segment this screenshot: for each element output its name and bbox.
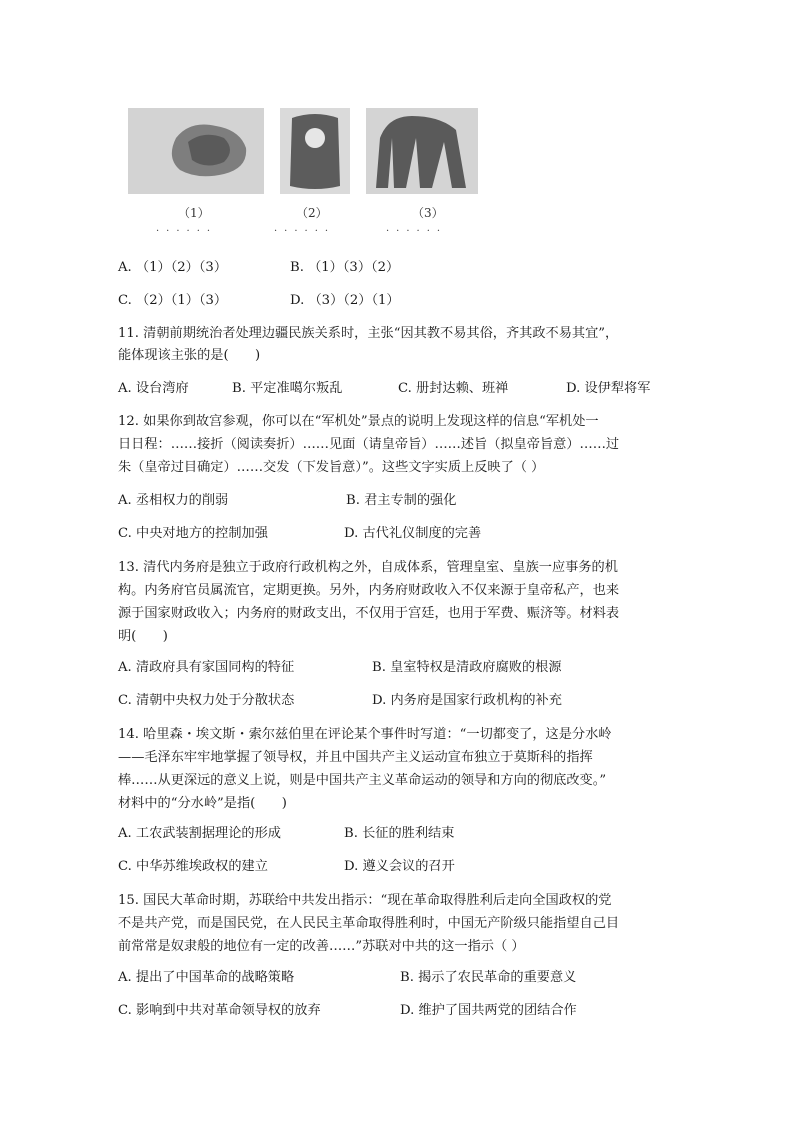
q10-option-a: A. （1）（2）（3） <box>118 260 228 275</box>
q12-option-a: A. 丞相权力的削弱 <box>118 493 229 508</box>
q11-stem-line: 11. 清朝前期统治者处理边疆民族关系时，主张“因其教不易其俗，齐其政不易其宜”， <box>118 326 619 341</box>
q15-stem-line: 前常常是奴隶般的地位有一定的改善……”苏联对中共的这一指示（ ） <box>118 939 525 954</box>
q11-option-a: A. 设台湾府 <box>118 381 189 396</box>
q13-stem-line: 明( ) <box>118 629 168 644</box>
q14-stem-line: 棒……从更深远的意义上说，则是中国共产主义革命运动的领导和方向的彻底改变。” <box>118 773 607 788</box>
q11-stem-line: 能体现该主张的是( ) <box>118 348 261 363</box>
figure-1-image <box>128 108 264 194</box>
emphasis-dots: ······ <box>274 226 336 237</box>
figure-2-caption: （2） <box>296 206 328 220</box>
q13-option-c: C. 清朝中央权力处于分散状态 <box>118 693 295 708</box>
figure-1-caption: （1） <box>178 206 210 220</box>
figure-3-image <box>366 108 478 194</box>
q15-stem-line: 15. 国民大革命时期，苏联给中共发出指示：“现在革命取得胜利后走向全国政权的党 <box>118 893 612 908</box>
q10-option-c: C. （2）（1）（3） <box>118 293 228 308</box>
q14-option-a: A. 工农武装割据理论的形成 <box>118 826 281 841</box>
q14-option-c: C. 中华苏维埃政权的建立 <box>118 859 268 874</box>
q13-option-b: B. 皇室特权是清政府腐败的根源 <box>372 660 562 675</box>
q12-stem-line: 朱（皇帝过目确定）……交发（下发旨意）”。这些文字实质上反映了（ ） <box>118 460 545 475</box>
q14-option-b: B. 长征的胜利结束 <box>344 826 455 841</box>
q15-stem-line: 不是共产党，而是国民党，在人民民主革命取得胜利时，中国无产阶级只能指望自己目 <box>118 916 620 931</box>
emphasis-dots: ······ <box>156 226 218 237</box>
q10-option-b: B. （1）（3）（2） <box>290 260 400 275</box>
figure-2-image <box>280 108 350 194</box>
q11-option-c: C. 册封达赖、班禅 <box>398 381 509 396</box>
figure-3-caption: （3） <box>412 206 444 220</box>
artifact-figures <box>128 108 478 238</box>
q15-option-c: C. 影响到中共对革命领导权的放弃 <box>118 1003 321 1018</box>
q13-stem-line: 源于国家财政收入；内务府的财政支出，不仅用于宫廷，也用于军费、赈济等。材料表 <box>118 606 620 621</box>
emphasis-dots: ······ <box>386 226 448 237</box>
q13-stem-line: 构。内务府官员属流官，定期更换。另外，内务府财政收入不仅来源于皇帝私产，也来 <box>118 583 620 598</box>
q14-option-d: D. 遵义会议的召开 <box>344 859 455 874</box>
q15-option-b: B. 揭示了农民革命的重要意义 <box>400 970 577 985</box>
q14-stem-line: 材料中的“分水岭”是指( ) <box>118 796 287 811</box>
q14-stem-line: ——毛泽东牢牢地掌握了领导权，并且中国共产主义运动宣布独立于莫斯科的指挥 <box>118 750 593 765</box>
q13-option-d: D. 内务府是国家行政机构的补充 <box>372 693 562 708</box>
q12-stem-line: 12. 如果你到故宫参观，你可以在“军机处”景点的说明上发现这样的信息“军机处一 <box>118 414 599 429</box>
q13-option-a: A. 清政府具有家国同构的特征 <box>118 660 295 675</box>
q11-option-b: B. 平定准噶尔叛乱 <box>232 381 343 396</box>
q15-option-d: D. 维护了国共两党的团结合作 <box>400 1003 577 1018</box>
q12-stem-line: 日日程：……接折（阅读奏折）……见面（请皇帝旨）……述旨（拟皇帝旨意）……过 <box>118 437 620 452</box>
q14-stem-line: 14. 哈里森・埃文斯・索尔兹伯里在评论某个事件时写道：“一切都变了，这是分水岭 <box>118 727 612 742</box>
q12-option-b: B. 君主专制的强化 <box>346 493 457 508</box>
q10-option-d: D. （3）（2）（1） <box>290 293 400 308</box>
q12-option-c: C. 中央对地方的控制加强 <box>118 526 268 541</box>
q15-option-a: A. 提出了中国革命的战略策略 <box>118 970 295 985</box>
q11-option-d: D. 设伊犁将军 <box>566 381 651 396</box>
q12-option-d: D. 古代礼仪制度的完善 <box>344 526 482 541</box>
q13-stem-line: 13. 清代内务府是独立于政府行政机构之外，自成体系，管理皇室、皇族一应事务的机 <box>118 560 618 575</box>
